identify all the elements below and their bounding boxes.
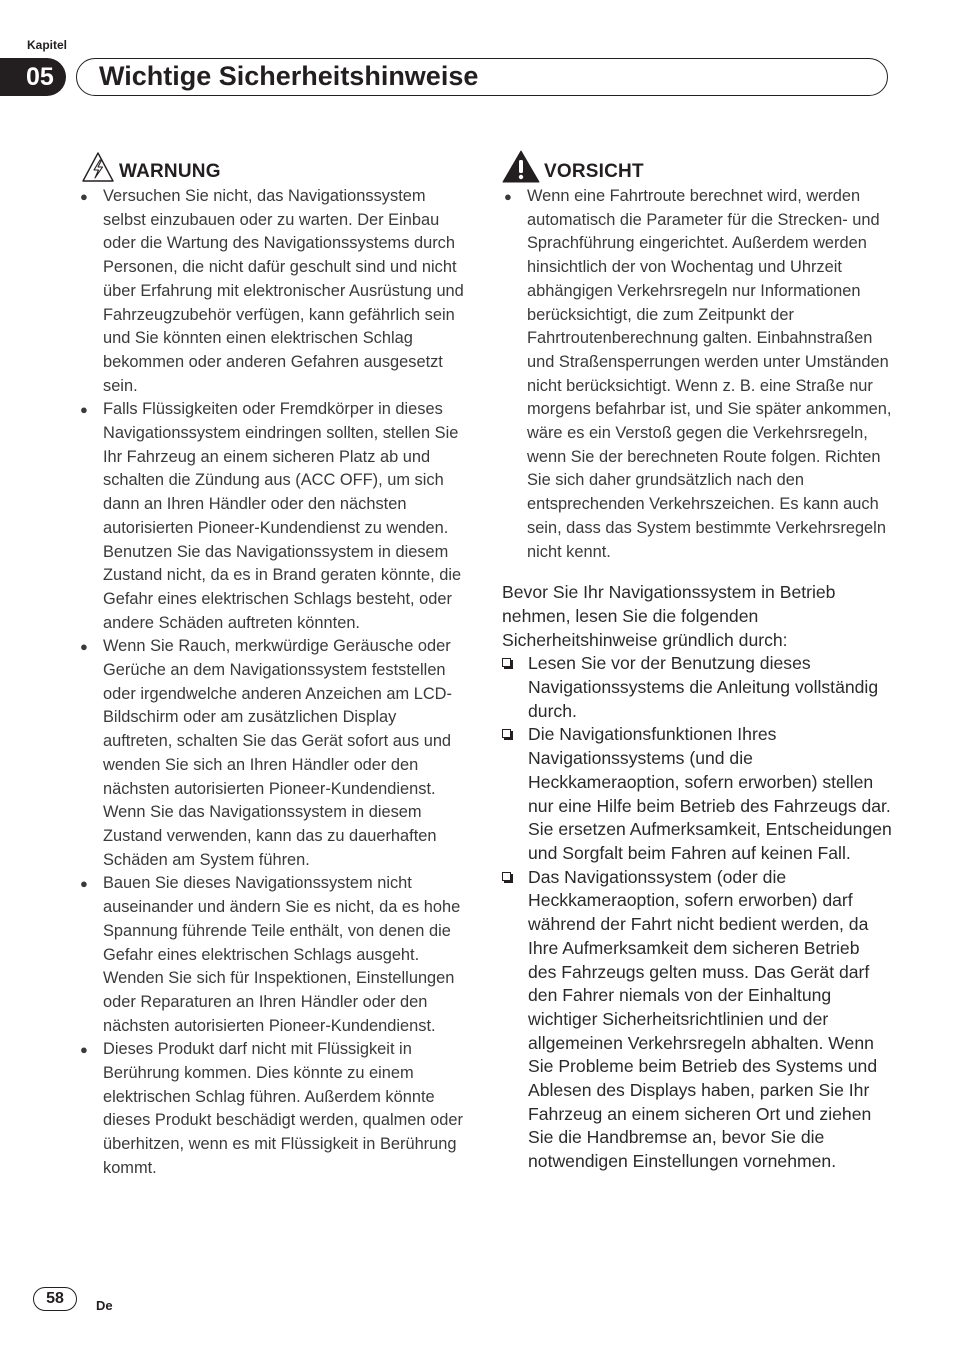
safety-checklist [502, 652, 892, 1173]
warning-item-text: Versuchen Sie nicht, das Navigationssystem selbst einzubauen oder zu warten. Der Einbau oder die Wartung des Navigationssystems durch Personen, die nicht dafür geschult sind und nicht über Erfahrung mit elektronischer Ausrüstung und Fahrzeugzubehör verfügen, kann gefährlich sein und Sie könnten einen elektrischen Schlag bekommen oder anderen Gefahren ausgesetzt sein. [103, 187, 464, 395]
list-item [78, 398, 464, 635]
page-number: 58 [33, 1287, 77, 1311]
warning-item-text: Falls Flüssigkeiten oder Fremdkörper in dieses Navigationssystem eindringen sollten, stellen Sie Ihr Fahrzeug an einem sicheren Platz ab und schalten die Zündung aus (ACC OFF), um sich dann an Ihren Händler oder den nächsten autorisierten Pioneer-Kundendienst zu wenden. Benutzen Sie das Navigationssystem in diesem Zustand nicht, da es in Brand geraten könnte, die Gefahr eines elektrischen Schlags besteht, oder andere Schäden auftreten könnten. [103, 400, 462, 632]
exclamation-caution-icon [502, 150, 540, 183]
checklist-item-text: Das Navigationssystem (oder die Heckkameraoption, sofern erworben) darf während der Fahrt nicht bedient werden, da Ihre Aufmerksamkeit dem sicheren Betrieb des Fahrzeugs gelten muss. Das Gerät darf den Fahrer niemals von der Einhaltung wichtiger Sicherheitsrichtlinien und der allgemeinen Verkehrsregeln abhalten. Wenn Sie Probleme beim Betrieb des Systems und Ablesen des Displays haben, parken Sie Ihr Fahrzeug an einem sicheren Ort und ziehen Sie die Handbremse an, bevor Sie die notwendigen Einstellungen vornehmen. [528, 866, 878, 1172]
chapter-number-tab: 05 [0, 58, 66, 96]
caution-section [502, 147, 892, 1174]
page-title: Wichtige Sicherheitshinweise [99, 61, 479, 91]
checkbox-square-icon [502, 872, 511, 881]
checkbox-square-icon [502, 658, 511, 667]
bullet-icon: ● [80, 639, 88, 655]
warning-item-text: Dieses Produkt darf nicht mit Flüssigkeit in Berührung kommen. Dies könnte zu einem elektrischen Schlag führen. Außerdem könnte dieses Produkt beschädigt werden, qualmen oder überhitzen, wenn es mit Flüssigkeit in Berührung kommt. [103, 1040, 463, 1177]
caution-heading-text: VORSICHT [544, 161, 644, 182]
warning-item-text: Bauen Sie dieses Navigationssystem nicht auseinander und ändern Sie es nicht, da es hohe Spannung führende Teile enthält, von denen die Gefahr eines elektrischen Schlags ausgeht. Wenden Sie sich für Inspektionen, Einstellungen oder Reparaturen an Ihren Händler oder den nächsten autorisierten Pioneer-Kundendienst. [103, 874, 461, 1035]
bullet-icon: ● [80, 1042, 88, 1058]
list-item [78, 635, 464, 872]
checklist-item [502, 652, 892, 723]
checklist-item [502, 723, 892, 865]
bullet-icon: ● [504, 189, 512, 204]
checklist-item-text: Die Navigationsfunktionen Ihres Navigationssystems (und die Heckkameraoption, sofern erworben) stellen nur eine Hilfe beim Betrieb des Fahrzeugs dar. Sie ersetzen Aufmerksamkeit, Entscheidungen und Sorgfalt beim Fahren auf keinen Fall. [528, 724, 892, 863]
list-item [78, 1038, 464, 1180]
caution-list [502, 185, 892, 564]
lightning-warning-icon [81, 151, 115, 183]
chapter-label: Kapitel [27, 38, 68, 52]
warning-list [78, 185, 464, 1181]
warning-item-text: Wenn Sie Rauch, merkwürdige Geräusche oder Gerüche an dem Navigationssystem feststellen oder irgendwelche anderen Anzeichen am LCD-Bildschirm oder am zusätzlichen Display auftreten, schalten Sie das Gerät sofort aus und wenden Sie sich an Ihren Händler oder den nächsten autorisierten Pioneer-Kundendienst. Wenn Sie das Navigationssystem in diesem Zustand verwenden, kann das zu dauerhaften Schäden am System führen. [103, 637, 452, 869]
warning-heading-text: WARNUNG [119, 161, 221, 182]
list-item [78, 185, 464, 398]
bullet-icon: ● [80, 402, 88, 418]
checklist-item-text: Lesen Sie vor der Benutzung dieses Navigationssystems die Anleitung vollständig durch. [528, 653, 879, 721]
checklist-item [502, 866, 892, 1174]
bullet-icon: ● [80, 876, 88, 892]
warning-heading [81, 147, 464, 183]
intro-paragraph: Bevor Sie Ihr Navigationssystem in Betrieb nehmen, lesen Sie die folgenden Sicherheitshinweise gründlich durch: [502, 582, 836, 650]
caution-item-text: Wenn eine Fahrtroute berechnet wird, werden automatisch die Parameter für die Strecken- und Sprachführung eingerichtet. Außerdem werden hinsichtlich der von Wochentag und Uhrzeit abhängigen Verkehrsregeln nur Informationen berücksichtigt, die zum Zeitpunkt der Fahrtroutenberechnung galten. Einbahnstraßen und Straßensperrungen werden unter Umständen nicht berücksichtigt. Wenn z. B. eine Straße nur morgens befahrbar ist, und Sie später ankommen, wäre es ein Verstoß gegen die Verkehrsregeln, wenn Sie der berechneten Route folgen. Richten Sie sich daher grundsätzlich nach den entsprechenden Verkehrszeichen. Es kann auch sein, dass das System bestimmte Verkehrsregeln nicht kennt. [527, 187, 892, 561]
list-item [502, 185, 892, 564]
bullet-icon: ● [80, 189, 88, 204]
language-code: De [96, 1298, 113, 1313]
chapter-title-box [76, 58, 888, 96]
warning-section [78, 147, 464, 1181]
list-item [78, 872, 464, 1038]
caution-heading [502, 147, 892, 183]
checkbox-square-icon [502, 729, 511, 738]
